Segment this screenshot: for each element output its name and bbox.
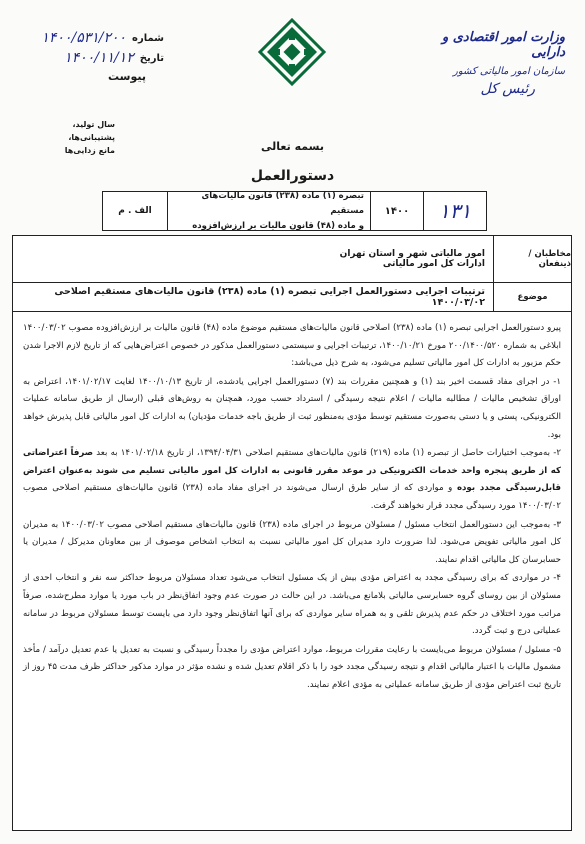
paragraph-2-part-a: ۲- به‌موجب اختیارات حاصل از تبصره (۱) ماده (۲۱۹) قانون مالیات‌های مستقیم اصلاحی ۱۳۹۴/۰۴/۳۱، از تاریخ ۱۴۰۱/۰۲/۱۸ به بعد — [96, 448, 561, 459]
paragraph-1: ۱- در اجرای مفاد قسمت اخیر بند (۱) و همچنین مقررات بند (۷) دستورالعمل اجرایی یادشده، از تاریخ ۱۴۰۰/۱۰/۱۳ لغایت ۱۴۰۱/۰۲/۱۷، اعتراض به اوراق تشخیص مالیات / مطالبه مالیات / اعلام نتیجه رسیدگی / استرداد حسب مورد، همچنان به روش‌های قبلی (ارسال از طریق سامانه عملیات الکترونیکی، پستی و یا دستی به‌صورت مستقیم توسط مؤدی به‌منظور ثبت از طریق باجه خدمات مؤدیان) به ادارات کل امور مالیاتی قابل پذیرش خواهد بود. — [23, 376, 561, 440]
organization-block — [415, 30, 565, 97]
organization-head: رئیس کل — [480, 81, 535, 97]
letter-number-row — [14, 30, 164, 46]
ministry-name: وزارت امور اقتصادی و دارایی — [441, 30, 565, 60]
audience-key: مخاطبان / ذینفعان — [493, 236, 571, 282]
instruction-number: ۱۳۱ — [423, 192, 486, 230]
letter-meta — [14, 30, 164, 83]
subject-key: موضوع — [493, 283, 571, 311]
instruction-year: ۱۴۰۰ — [370, 192, 423, 230]
organization-logo-icon — [258, 18, 326, 86]
year-slogan-line1: سال تولید، پشتیبانی‌ها، — [68, 120, 115, 142]
date-value: ۱۴۰۰/۱۱/۱۲ — [64, 50, 134, 66]
paragraph-intro: پیرو دستورالعمل اجرایی تبصره (۱) ماده (۲۳۸) اصلاحی قانون مالیات‌های مستقیم موضوع ماده (۴۸) قانون مالیات بر ارزش‌افزوده مصوب ۱۴۰۰/۰۳/۰۲ ابلاغی به شماره ۲۰۰/۱۴۰۰/۵۲۰ مورخ ۱۴۰۰/۱۰/۲۱، ترتیبات اجرایی و سیستمی دستورالعمل مذکور در خصوص اعتراض‌هایی که از تاریخ لازم الاجرا شدن حکم مزبور به ادارات کل امور مالیاتی تسلیم می‌شود، به شرح ذیل می‌باشد: — [23, 323, 561, 369]
instruction-body-table — [12, 235, 572, 831]
date-label: تاریخ — [139, 52, 164, 64]
number-value: ۱۴۰۰/۵۳۱/۲۰۰ — [41, 30, 127, 46]
bismillah: بسمه تعالی — [261, 140, 324, 153]
reference-line1: تبصره (۱) ماده (۲۳۸) قانون مالیات‌های مستقیم — [201, 190, 364, 216]
instruction-header-table — [102, 191, 487, 231]
reference-line2: و ماده (۴۸) قانون مالیات بر ارزش‌افزوده — [192, 220, 364, 231]
instruction-code: الف . م — [118, 206, 152, 216]
year-slogan-line2: مانع زدایی‌ها — [64, 146, 115, 155]
audience-line1: امور مالیاتی شهر و استان تهران — [339, 249, 485, 259]
paragraph-2 — [23, 445, 561, 515]
attachment-label: پیوست — [108, 70, 146, 83]
paragraph-2-part-c: و مواردی که از سایر طرق ارسال می‌شوند در اجرای مفاد ماده (۲۳۸) قانون مالیات‌های مستقیم اصلاحی مصوب ۱۴۰۰/۰۳/۰۲ مورد رسیدگی مجدد قرار نخواهند گرفت. — [23, 483, 561, 511]
paragraph-5: ۵- مسئول / مسئولان مربوط می‌بایست با رعایت مقررات مربوط، موارد اعتراض مؤدی را مجدداً رسیدگی و نسبت به تعدیل یا عدم تعدیل درآمد / مأخذ مشمول مالیات با اعتبار مالیاتی اقدام و نتیجه رسیدگی مجدد خود را با ذکر اقلام تعدیل شده و نشده مؤثر در موارد مذکور حداکثر ظرف مدت ۴۵ روز از تاریخ ثبت اعتراض مؤدی از طریق سامانه عملیاتی به مؤدی اعلام نمایند. — [23, 644, 562, 690]
organization-name: سازمان امور مالیاتی کشور — [453, 66, 565, 77]
audience-value — [13, 236, 493, 282]
paragraph-2-part-b: صرفاً اعتراضاتی که از طریق پنجره واحد خدمات الکترونیکی در موعد مقرر قانونی به ادارات کل امور مالیاتی تسلیم می شوند به‌عنوان اعتراض قابل‌رسیدگی مجدد بوده — [23, 448, 561, 494]
instruction-text — [13, 312, 571, 694]
paragraph-3: ۳- به‌موجب این دستورالعمل انتخاب مسئول / مسئولان مربوط در اجرای ماده (۲۳۸) قانون مالیات‌های مستقیم اصلاحی مصوب ۱۴۰۰/۰۳/۰۲ به مدیران کل امور مالیاتی تفویض می‌شود. لذا ضرورت دارد مدیران کل امور مالیاتی نسبت به انتخاب اشخاص موصوف از بین معاونان مدیرکل / مدیران یا حسابرسان کل مالیاتی اقدام نمایند. — [23, 519, 561, 565]
audience-line2: ادارات کل امور مالیاتی — [382, 259, 485, 269]
audience-row — [13, 236, 571, 283]
instruction-reference — [167, 192, 370, 230]
paragraph-4: ۴- در مواردی که برای رسیدگی مجدد به اعتراض مؤدی بیش از یک مسئول انتخاب می‌شود تعداد مسئولان مربوط حداکثر سه نفر و انتخاب احدی از مسئولان از بین روسای گروه حسابرسی مالیاتی بلامانع می‌باشد. در این حالت در صورت عدم وجود اتفاق‌نظر در باب مورد یا موارد مطرح‌شده، صرفاً مراتب مورد اختلاف در حکم عدم پذیرش تلقی و به همراه سایر مواردی که برای آنها اتفاق‌نظر وجود دارد می بایست توسط مسئولان مربوط در سامانه عملیاتی درج و ثبت گردد. — [23, 573, 561, 637]
letter-date-row — [14, 50, 164, 66]
number-label: شماره — [132, 32, 164, 44]
subject-value: ترتیبات اجرایی دستورالعمل اجرایی تبصره (۱) ماده (۲۳۸) قانون مالیات‌های مستقیم اصلاحی ۱۴۰۰/۰۳/۰۲ — [54, 286, 485, 308]
page-title: دستورالعمل — [250, 168, 335, 184]
subject-row — [13, 283, 571, 312]
